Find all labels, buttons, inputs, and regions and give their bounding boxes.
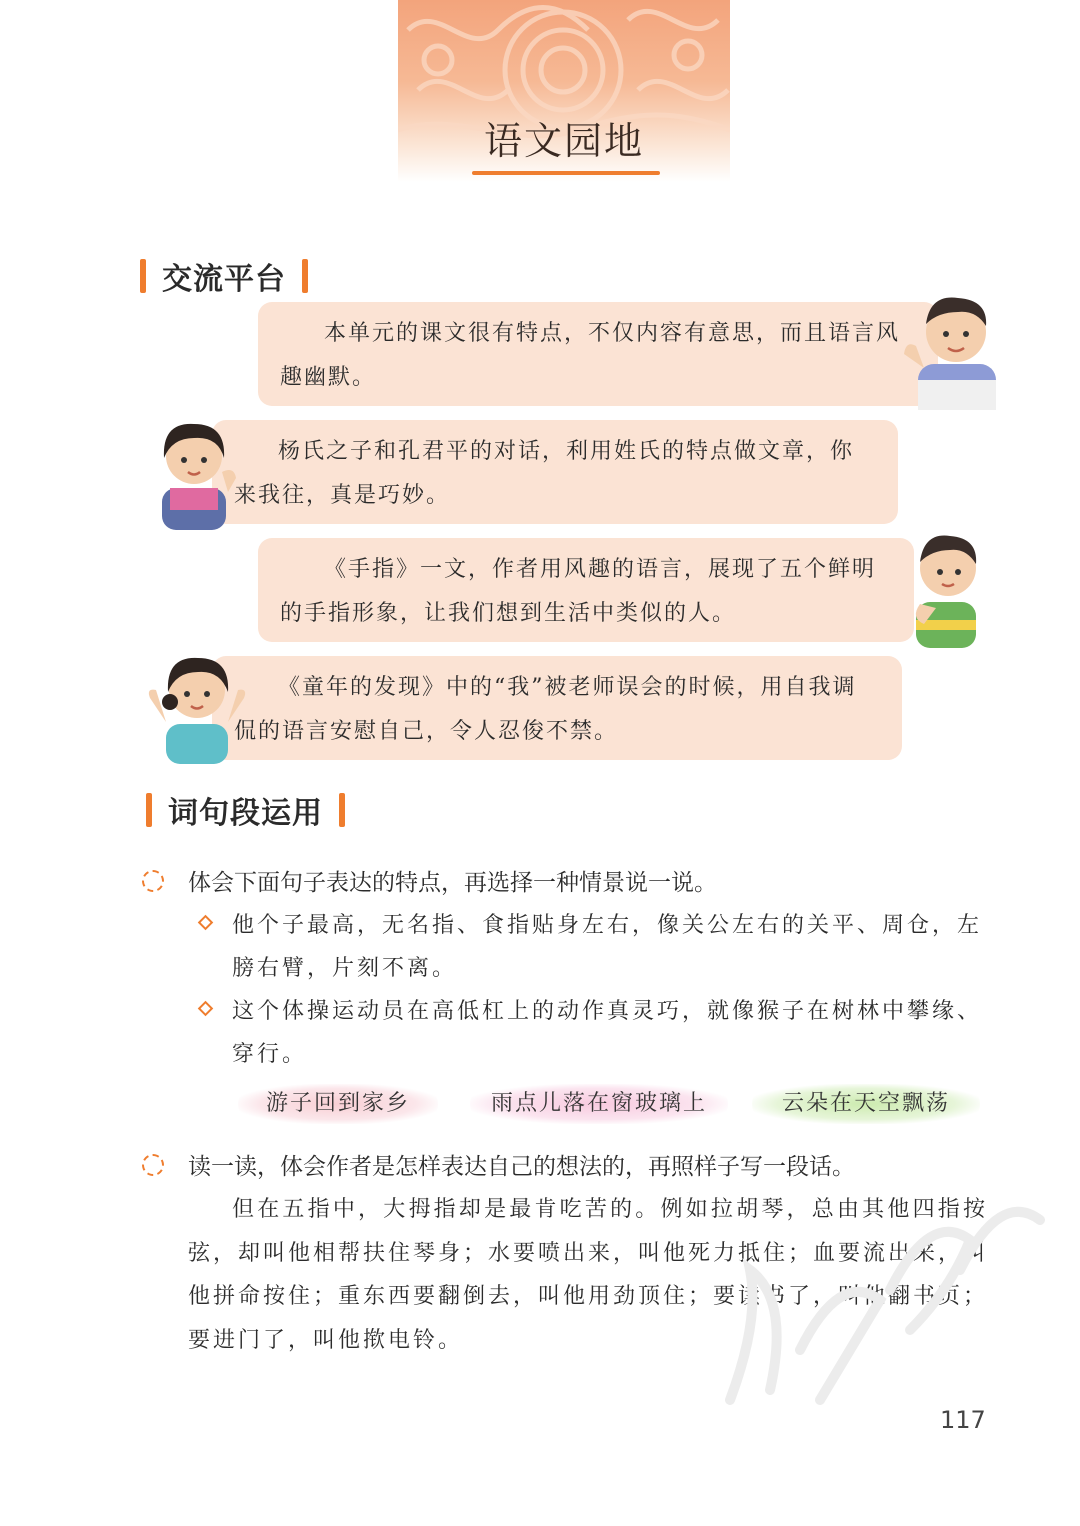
section-title: 交流平台 (162, 262, 286, 297)
girl-shrug-avatar-icon (142, 648, 252, 764)
example-passage: 但在五指中，大拇指却是最肯吃苦的。例如拉胡琴，总由其他四指按弦，却叫他相帮扶住琴身；水要喷出来，叫他死力抵住；血要流出来，叫他拼命按住；重东西要翻倒去，叫他用劲顶住；要读书了，叫他翻书页；要进门了，叫他揿电铃。 (188, 1197, 989, 1353)
page-title: 语文园地 (483, 119, 644, 163)
example-sentence: 这个体操运动员在高低杠上的动作真灵巧，就像猴子在树林中攀缘、穿行。 (200, 990, 990, 1076)
bubble-text: 《童年的发现》中的“我”被老师误会的时候，用自我调侃的语言安慰自己，令人忍俊不禁。 (234, 675, 857, 744)
exercise-marker-icon (142, 1154, 164, 1176)
section-title: 词句段运用 (168, 796, 323, 831)
speech-bubble (258, 302, 938, 406)
speech-bubble (212, 656, 902, 760)
scenario-tag: 云朵在天空飘荡 (752, 1084, 980, 1124)
section-heading-exchange (140, 256, 308, 296)
watermark-icon (700, 1150, 1060, 1450)
speech-bubble (258, 538, 914, 642)
exercise-prompt: 体会下面句子表达的特点，再选择一种情景说一说。 (142, 864, 717, 897)
page-number: 117 (940, 1406, 986, 1434)
scenario-tag: 游子回到家乡 (238, 1084, 438, 1124)
boy-avatar-icon (898, 284, 1010, 410)
exercise-marker-icon (142, 870, 164, 892)
girl-avatar-icon (142, 412, 252, 530)
bubble-text: 杨氏之子和孔君平的对话，利用姓氏的特点做文章，你来我往，真是巧妙。 (234, 439, 855, 508)
example-sentence: 他个子最高，无名指、食指贴身左右，像关公左右的关平、周仓，左膀右臂，片刻不离。 (200, 904, 990, 990)
section-heading-usage (146, 790, 345, 830)
boy-thinking-avatar-icon (906, 524, 986, 648)
bubble-text: 本单元的课文很有特点，不仅内容有意思，而且语言风趣幽默。 (280, 321, 901, 390)
header-banner (398, 0, 730, 182)
scenario-tag: 雨点儿落在窗玻璃上 (470, 1084, 728, 1124)
bubble-text: 《手指》一文，作者用风趣的语言，展现了五个鲜明的手指形象，让我们想到生活中类似的人。 (280, 557, 877, 626)
exercise-prompt: 读一读，体会作者是怎样表达自己的想法的，再照样子写一段话。 (142, 1148, 855, 1181)
title-underline (472, 171, 660, 175)
speech-bubble (212, 420, 898, 524)
